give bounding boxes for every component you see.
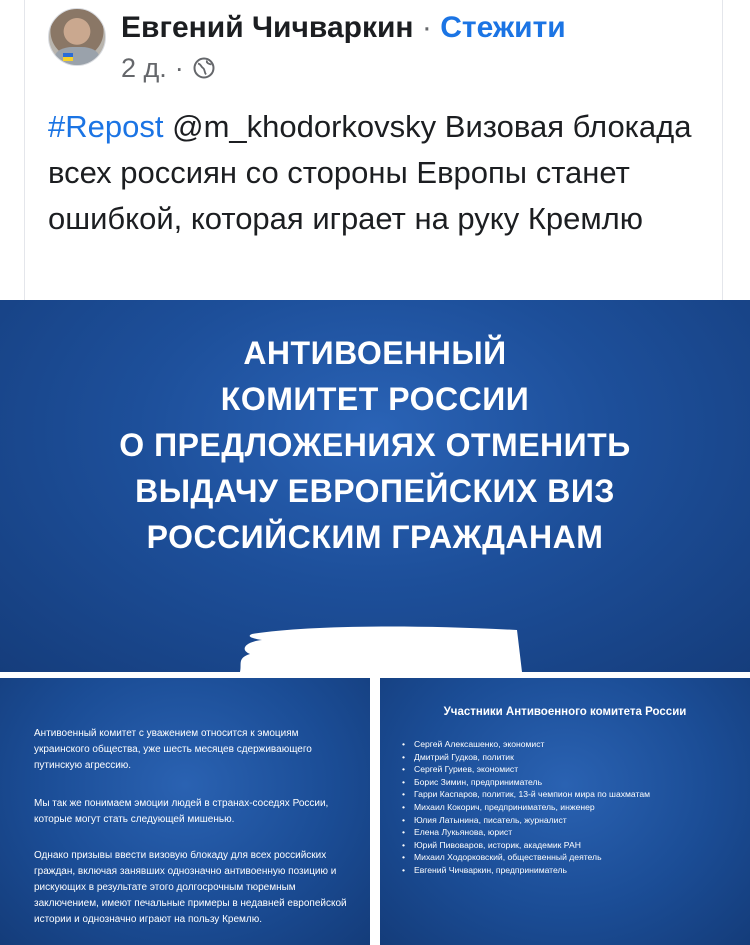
title-line: О ПРЕДЛОЖЕНИЯХ ОТМЕНИТЬ <box>119 427 631 463</box>
post-body: Визовая блокада всех россиян со стороны Европы станет ошибкой, которая играет на руку Кремлю <box>48 109 692 236</box>
member-item: • Дмитрий Гудков, политик <box>402 751 742 764</box>
title-line: ВЫДАЧУ ЕВРОПЕЙСКИХ ВИЗ <box>135 473 615 509</box>
author-separator: · <box>421 11 432 44</box>
main-image[interactable] <box>0 300 750 672</box>
member-item: • Михаил Кокорич, предприниматель, инженер <box>402 801 742 814</box>
statement-paragraph: Однако призывы ввести визовую блокаду для всех российских граждан, включая занявших однозначно антивоенную позицию и рискующих в результате этого долгосрочным тюремным заключением, имеют печальные примеры в недавней европейской истории и однозначно играют на пользу Кремлю. <box>34 850 347 925</box>
member-item: • Сергей Гуриев, экономист <box>402 763 742 776</box>
card-left-border <box>24 0 25 300</box>
author-mention[interactable]: @m_khodorkovsky <box>172 109 437 144</box>
author-name[interactable]: Евгений Чичваркин <box>121 11 414 44</box>
member-item: • Борис Зимин, предприниматель <box>402 776 742 789</box>
post-text <box>48 104 718 242</box>
avatar-shirt <box>55 47 99 66</box>
author-line <box>121 10 566 46</box>
statement-paragraph: Антивоенный комитет с уважением относится к эмоциям украинского общества, уже шесть месяцев сдерживающего путинскую агрессию. <box>34 728 312 771</box>
post-header <box>0 0 750 300</box>
statement-paragraph: Мы так же понимаем эмоции людей в странах-соседях России, которые могут стать следующей мишенью. <box>34 798 329 825</box>
meta-separator: · <box>174 53 184 83</box>
main-image-title <box>0 330 750 560</box>
brush-stroke-decoration <box>232 622 532 672</box>
thumbnail-statement[interactable] <box>0 678 370 945</box>
member-item: • Сергей Алексашенко, экономист <box>402 738 742 751</box>
member-item: • Елена Лукьянова, юрист <box>402 826 742 839</box>
members-heading: Участники Антивоенного комитета России <box>443 706 687 718</box>
member-item: • Гарри Каспаров, политик, 13-й чемпион мира по шахматам <box>402 788 742 801</box>
members-list <box>402 738 742 877</box>
post-meta <box>121 52 216 84</box>
thumbnail-members[interactable] <box>380 678 750 945</box>
author-avatar[interactable] <box>48 8 106 66</box>
member-item: • Михаил Ходорковский, общественный деятель <box>402 851 742 864</box>
repost-hashtag[interactable]: #Repost <box>48 109 164 144</box>
card-right-border <box>722 0 723 300</box>
follow-button[interactable]: Стежити <box>440 11 566 44</box>
member-item: • Евгений Чичваркин, предприниматель <box>402 864 742 877</box>
avatar-flag-pin <box>63 53 73 61</box>
title-line: КОМИТЕТ РОССИИ <box>220 381 530 417</box>
member-item: • Юрий Пивоваров, историк, академик РАН <box>402 839 742 852</box>
member-item: • Юлия Латынина, писатель, журналист <box>402 814 742 827</box>
title-line: АНТИВОЕННЫЙ <box>243 335 507 371</box>
globe-icon <box>192 56 216 80</box>
title-line: РОССИЙСКИМ ГРАЖДАНАМ <box>146 519 604 555</box>
post-timestamp[interactable]: 2 д. <box>121 53 167 83</box>
